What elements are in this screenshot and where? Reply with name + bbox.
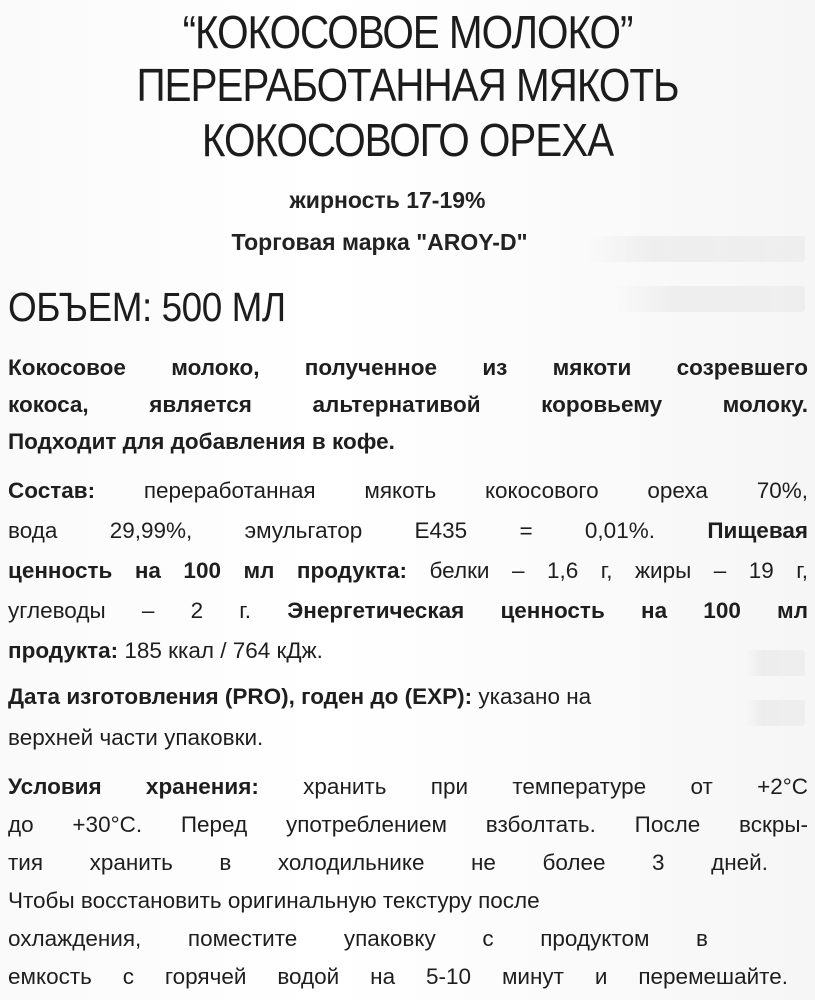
date-text: указано на (472, 684, 592, 709)
composition-line (8, 552, 808, 590)
product-title-line: “КОКОСОВОЕ МОЛОКО” (182, 6, 633, 58)
nutrition-values: белки – 1,6 г, жиры – 19 г, (407, 558, 809, 583)
storage-line: тия хранить в холодильнике не более 3 дней. (8, 850, 768, 875)
storage-line (8, 768, 808, 806)
composition-line (8, 472, 808, 510)
show-through-text (615, 286, 805, 312)
nutrition-label: Пищевая (707, 518, 808, 543)
storage-line: емкость с горячей водой на 5-10 минут и перемешайте. (8, 964, 788, 989)
nutrition-label: ценность на 100 мл продукта: (8, 558, 408, 583)
storage-line: Чтобы восстановить оригинальную текстуру после (8, 888, 540, 913)
fat-content: жирность 17-19% (289, 187, 486, 213)
storage-label: Условия хранения: (8, 774, 259, 799)
date-line (8, 678, 808, 716)
description-line: кокоса, является альтернативой коровьему молоку. (8, 392, 808, 417)
composition-line (8, 592, 808, 630)
energy-label: Энергетическая ценность на 100 мл (287, 598, 808, 623)
description-line: Кокосовое молоко, полученное из мякоти созревшего (8, 355, 808, 380)
energy-value: 185 ккал / 764 кДж. (118, 638, 323, 663)
nutrition-values: углеводы – 2 г. (8, 598, 288, 623)
composition-line (8, 632, 808, 670)
date-line: верхней части упаковки. (8, 725, 264, 750)
composition-text: переработанная мякоть кокосового ореха 70%, (95, 478, 808, 503)
storage-text: хранить при температуре от +2°С (258, 774, 809, 799)
product-title-line: ПЕРЕРАБОТАННАЯ МЯКОТЬ (136, 59, 679, 111)
composition-label: Состав: (8, 478, 96, 503)
description-line: Подходит для добавления в кофе. (8, 429, 395, 454)
composition-text: вода 29,99%, эмульгатор Е435 = 0,01%. (8, 518, 708, 543)
brand-name: Торговая марка "AROY-D" (231, 229, 528, 255)
product-title-line: КОКОСОВОГО ОРЕХА (201, 114, 614, 166)
energy-label: продукта: (8, 638, 119, 663)
storage-line: охлаждения, поместите упаковку с продуктом в (8, 926, 708, 951)
date-label: Дата изготовления (PRO), годен до (EXP): (8, 684, 473, 709)
volume: ОБЪЕМ: 500 МЛ (8, 284, 286, 330)
storage-line: до +30°С. Перед употреблением взболтать. После вскры- (8, 812, 808, 837)
composition-line (8, 512, 808, 550)
